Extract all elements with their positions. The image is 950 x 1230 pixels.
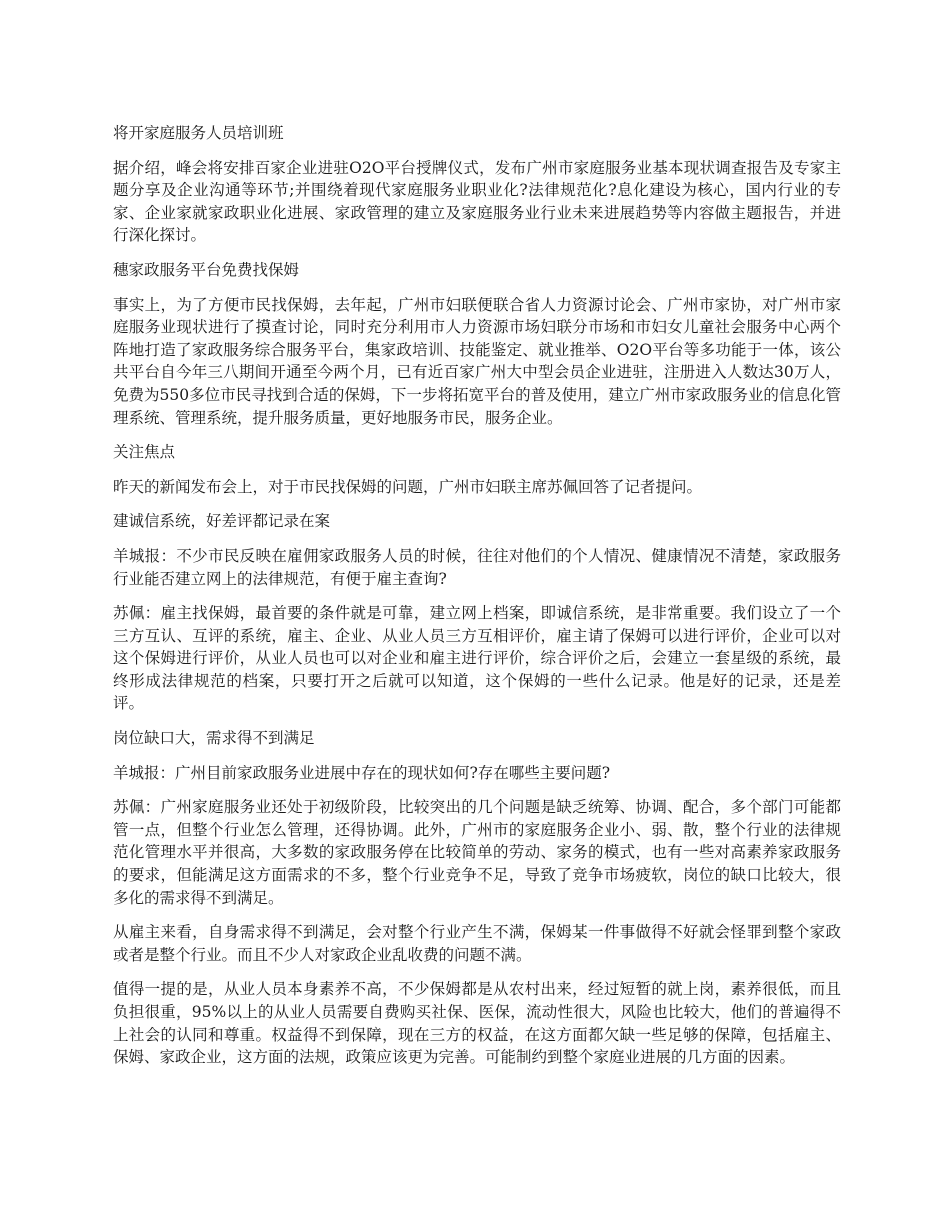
paragraph-question-2: 羊城报：广州目前家政服务业进展中存在的现状如何?存在哪些主要问题? [113,763,611,782]
document-page [113,122,841,1081]
paragraph-employer-view: 从雇主来看，自身需求得不到满足，会对整个行业产生不满，保姆某一件事做得不好就会怪罪到整个家政或者是整个行业。而且不少人对家政企业乱收费的问题不满。 [113,923,841,964]
section-heading-credit-system: 建诚信系统，好差评都记录在案 [113,512,331,531]
paragraph-answer-1: 苏佩：雇主找保姆，最首要的条件就是可靠，建立网上档案，即诚信系统，是非常重要。我们设立了一个三方互认、互评的系统，雇主、企业、从业人员三方互相评价，雇主请了保姆可以进行评价，企业可以对这个保姆进行评价，从业人员也可以对企业和雇主进行评价，综合评价之后，会建立一套星级的系统，最终形成法律规范的档案，只要打开之后就可以知道，这个保姆的一些什么记录。他是好的记录，还是差评。 [113,604,841,713]
paragraph-worker-quality: 值得一提的是，从业人员本身素养不高，不少保姆都是从农村出来，经过短暂的就上岗，素养很低，而且负担很重，95%以上的从业人员需要自费购买社保、医保，流动性很大，风险也比较大，他们的普遍得不上社会的认同和尊重。权益得不到保障，现在三方的权益，在这方面都欠缺一些足够的保障，包括雇主、保姆、家政企业，这方面的法规，政策应该更为完善。可能制约到整个家庭业进展的几方面的因素。 [113,980,841,1067]
paragraph-platform: 事实上，为了方便市民找保姆，去年起，广州市妇联便联合省人力资源讨论会、广州市家协，对广州市家庭服务业现状进行了摸查讨论，同时充分利用市人力资源市场妇联分市场和市妇女儿童社会服务中心两个阵地打造了家政服务综合服务平台，集家政培训、技能鉴定、就业推举、O2O平台等多功能于一体，该公共平台自今年三八期间开通至今两个月，已有近百家广州大中型会员企业进驻，注册进入人数达30万人，免费为550多位市民寻找到合适的保姆，下一步将拓宽平台的普及使用，建立广州市家政服务业的信息化管理系统、管理系统，提升服务质量，更好地服务市民，服务企业。 [113,295,841,427]
section-heading-platform: 穗家政服务平台免费找保姆 [113,260,300,279]
paragraph-press-conference: 昨天的新闻发布会上，对于市民找保姆的问题，广州市妇联主席苏佩回答了记者提问。 [113,477,703,496]
section-heading-focus: 关注焦点 [113,443,176,462]
paragraph-question-1: 羊城报：不少市民反映在雇佣家政服务人员的时候，往往对他们的个人情况、健康情况不清楚，家政服务行业能否建立网上的法律规范，有便于雇主查询? [113,546,841,588]
section-heading-training: 将开家庭服务人员培训班 [113,124,284,142]
paragraph-summit-intro: 据介绍，峰会将安排百家企业进驻O2O平台授牌仪式，发布广州市家庭服务业基本现状调查报告及专家主题分享及企业沟通等环节;并围绕着现代家庭服务业职业化?法律规范化?息化建设为核心，国内行业的专家、企业家就家政职业化进展、家政管理的建立及家庭服务业行业未来进展趋势等内容做主题报告，并进行深化探讨。 [113,158,841,245]
paragraph-answer-2: 苏佩：广州家庭服务业还处于初级阶段，比较突出的几个问题是缺乏统筹、协调、配合，多个部门可能都管一点，但整个行业怎么管理，还得协调。此外，广州市的家庭服务企业小、弱、散，整个行业的法律规范化管理水平并很高，大多数的家政服务停在比较简单的劳动、家务的模式，也有一些对高素养家政服务的要求，但能满足这方面需求的不多，整个行业竞争不足，导致了竞争市场疲软，岗位的缺口比较大，很多化的需求得不到满足。 [113,798,841,907]
section-heading-job-gap: 岗位缺口大，需求得不到满足 [113,729,315,748]
